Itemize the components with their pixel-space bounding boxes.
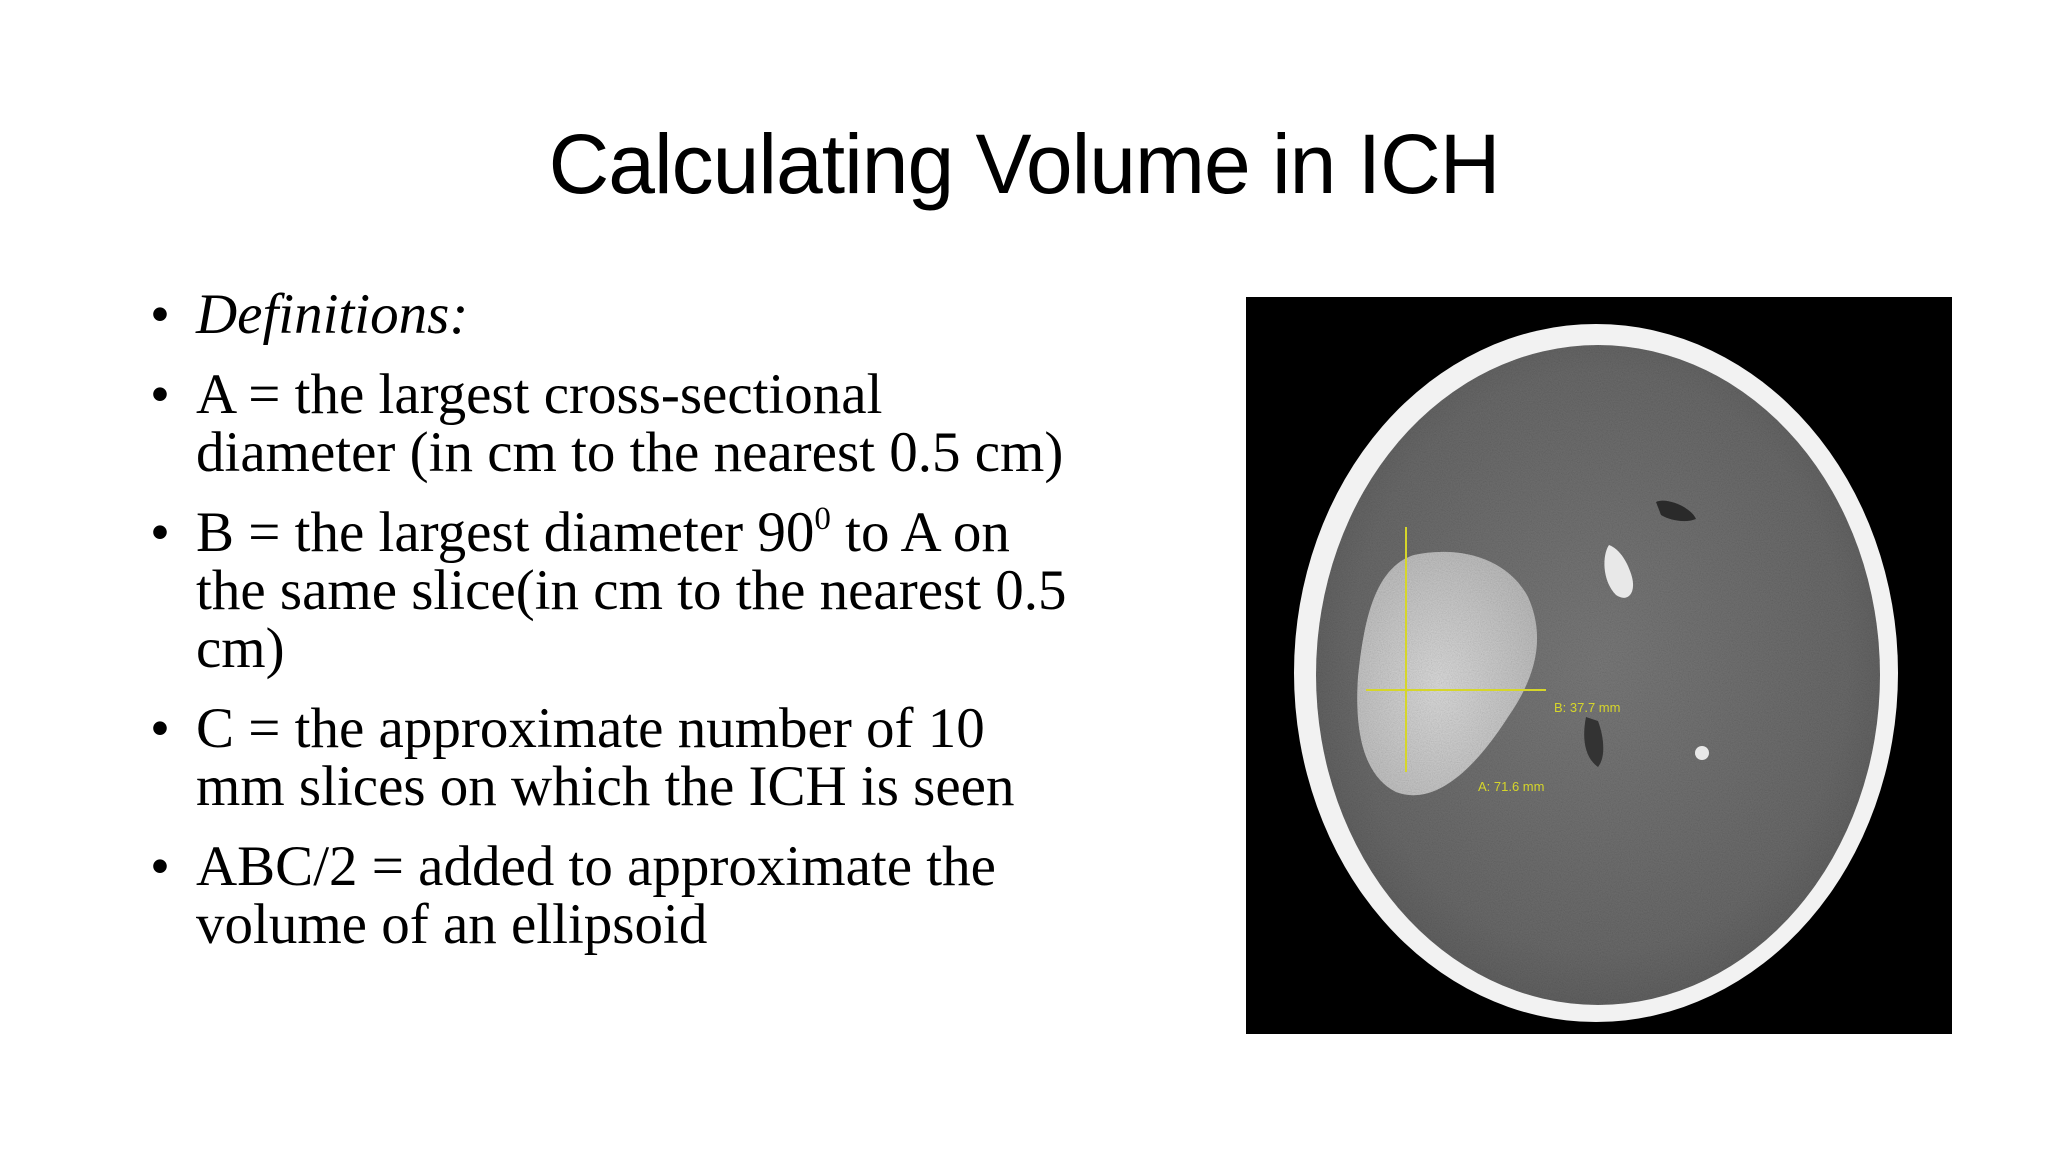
ct-scan-image	[1246, 297, 1952, 1034]
bullet-list-container	[148, 283, 1078, 976]
degree-superscript: 0	[814, 501, 831, 537]
label-diameter-a: A: 71.6 mm	[1478, 779, 1545, 794]
bullet-text-after: to A on the same slice(in cm to the nearest 0.5 cm)	[196, 501, 1067, 680]
slide-title: Calculating Volume in ICH	[548, 117, 1500, 211]
label-diameter-b: B: 37.7 mm	[1554, 700, 1621, 715]
bullet-dot: •	[150, 835, 170, 898]
bullet-c-definition	[148, 697, 1078, 818]
bullet-b-definition	[148, 501, 1078, 680]
bullet-dot: •	[150, 697, 170, 760]
bullet-dot: •	[150, 501, 170, 564]
bullet-dot: •	[150, 283, 170, 346]
bullet-text: C = the approximate number of 10 mm slices on which the ICH is seen	[196, 697, 1015, 818]
bullet-a-definition	[148, 363, 1078, 484]
bullet-dot: •	[150, 363, 170, 426]
ct-scan-drawing	[1246, 297, 1952, 1034]
bullet-text	[196, 501, 1067, 680]
bullet-text: Definitions:	[196, 283, 469, 346]
calcification	[1695, 746, 1709, 760]
bullet-text: A = the largest cross-sectional diameter (in cm to the nearest 0.5 cm)	[196, 363, 1064, 484]
bullet-text-before: B = the largest diameter 90	[196, 501, 815, 564]
bullet-abc-definition	[148, 835, 1078, 956]
bullet-text: ABC/2 = added to approximate the volume of an ellipsoid	[196, 835, 996, 956]
bullet-list	[148, 283, 1078, 956]
bullet-definitions	[148, 283, 1078, 346]
